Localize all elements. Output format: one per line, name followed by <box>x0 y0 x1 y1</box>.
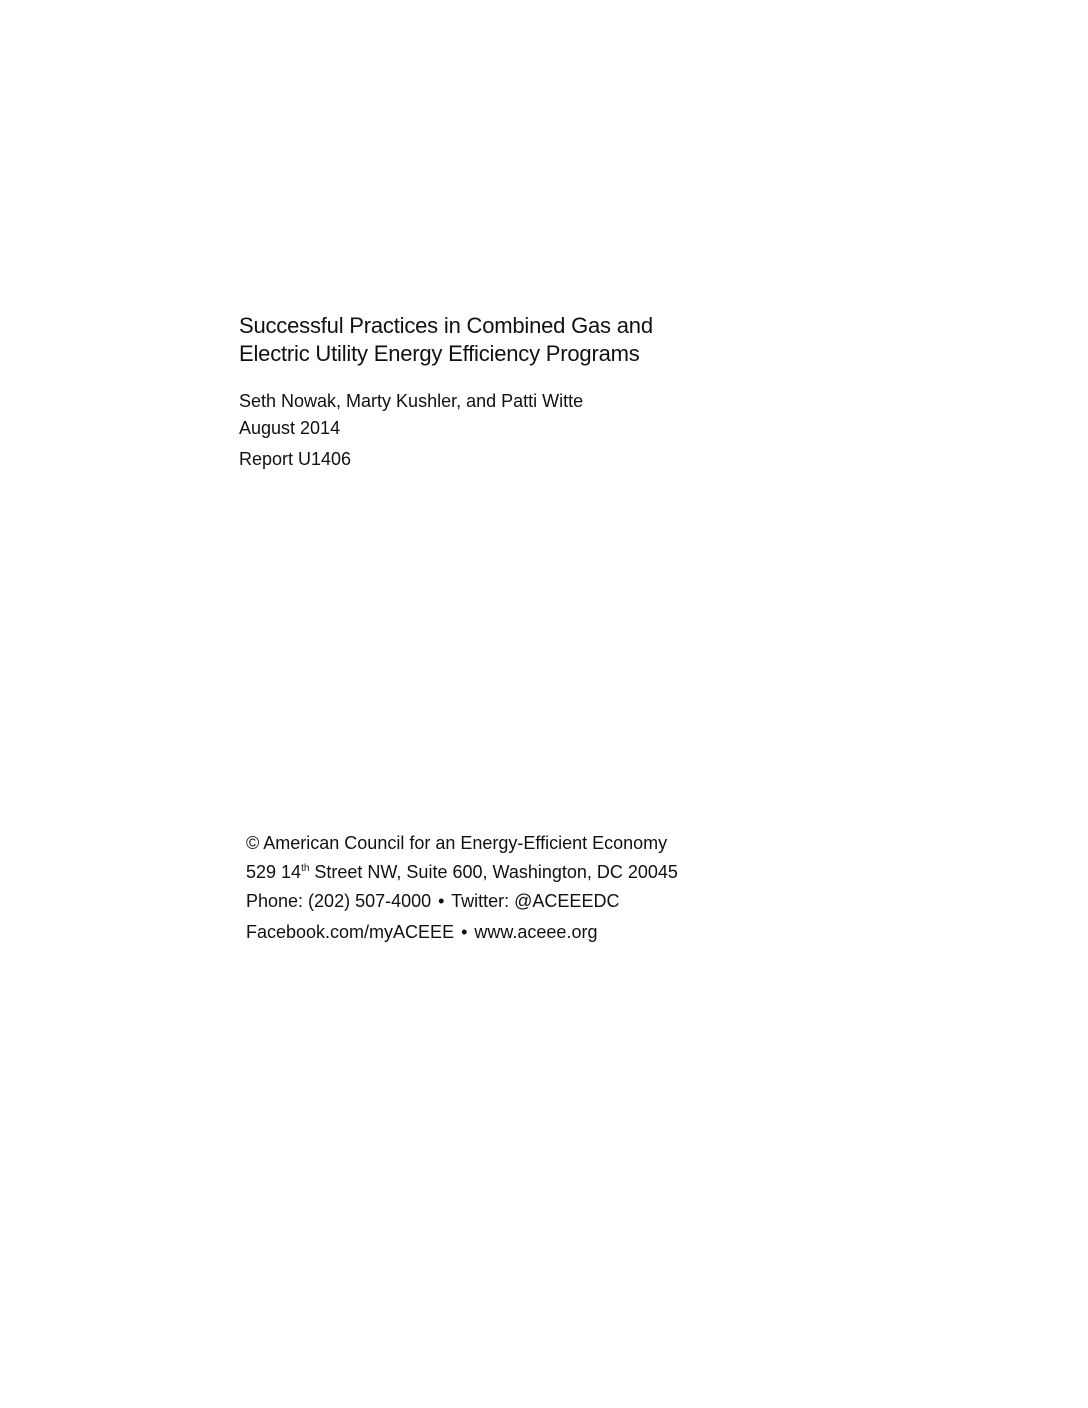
bullet-separator: • <box>461 922 468 942</box>
address-ordinal-suffix: th <box>301 863 310 874</box>
publisher-info <box>246 829 678 947</box>
twitter-handle[interactable]: Twitter: @ACEEEDC <box>446 891 620 911</box>
report-number: Report U1406 <box>239 449 352 469</box>
address-number: 529 14 <box>246 862 302 882</box>
phone-number: Phone: (202) 507-4000 <box>246 891 437 911</box>
report-title-line-2: Electric Utility Energy Efficiency Programs <box>239 341 640 366</box>
address-street: Street NW, Suite 600, Washington, DC 20045 <box>309 862 678 882</box>
report-title <box>239 312 653 368</box>
facebook-link[interactable]: Facebook.com/myACEEE <box>246 922 460 942</box>
web-line <box>246 918 678 947</box>
copyright-line: © American Council for an Energy-Efficient Economy <box>246 833 668 853</box>
report-title-line-1: Successful Practices in Combined Gas and <box>239 313 653 338</box>
address-line <box>246 858 678 887</box>
contact-line <box>246 887 678 916</box>
publication-date: August 2014 <box>239 418 341 438</box>
authors: Seth Nowak, Marty Kushler, and Patti Witte <box>239 391 584 411</box>
report-meta <box>239 388 583 473</box>
website-link[interactable]: www.aceee.org <box>469 922 598 942</box>
bullet-separator: • <box>438 891 445 911</box>
